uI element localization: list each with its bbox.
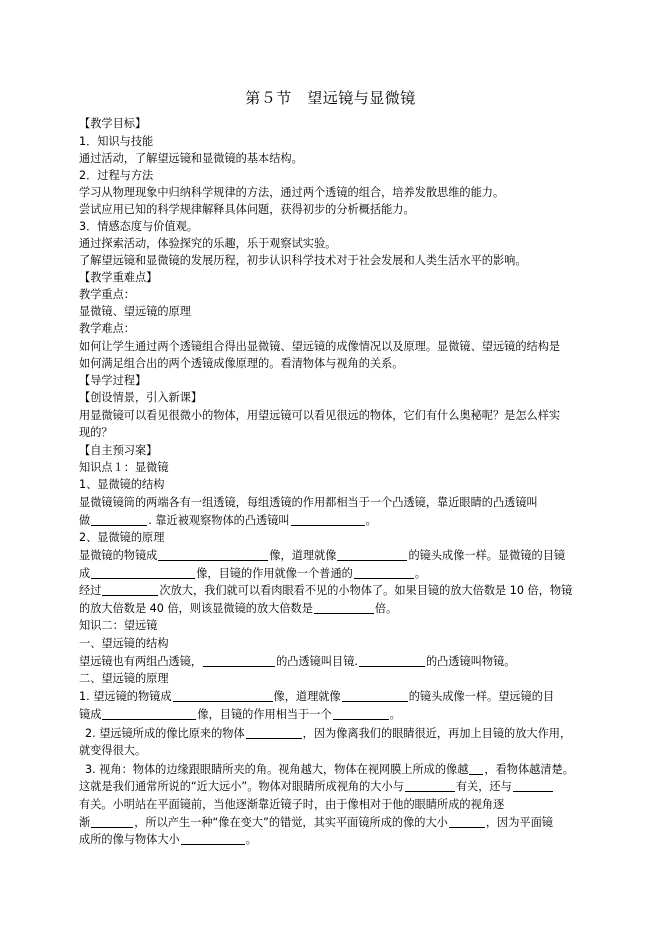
text-segment: 像，目镜的作用就像一个普通的 [196, 567, 353, 580]
fill-in-line [85, 726, 571, 742]
text-segment: 2. 望远镜所成的像比原来的物体 [85, 727, 245, 740]
fill-in-line [79, 832, 257, 848]
answer-blank[interactable] [102, 583, 158, 596]
text-segment: 的镜头成像一样。望远镜的目 [408, 690, 555, 703]
text-segment: 。 [365, 514, 377, 527]
text-segment: 这就是我们通常所说的“近大远小”。物体对眼睛所成视角的大小与 [79, 780, 404, 793]
text-line: 就变得很大。 [79, 744, 147, 757]
text-line: 1、显微镜的结构 [79, 478, 165, 491]
section-heading: 【教学目标】 [79, 117, 147, 130]
text-line: 用显微镜可以看见很微小的物体，用望远镜可以看见很远的物体，它们有什么奥秘呢？是怎么样实 [79, 409, 561, 422]
text-segment: 做 [79, 514, 91, 527]
answer-blank[interactable] [203, 654, 275, 667]
text-line: 学习从物理现象中归纳科学规律的方法，通过两个透镜的组合，培养发散思维的能力。 [79, 186, 505, 199]
text-segment: 像，道理就像 [273, 690, 341, 703]
text-line: 了解望远镜和显微镜的发展历程，初步认识科学技术对于社会发展和人类生活水平的影响。 [79, 254, 527, 267]
text-line: 2、显微镜的原理 [79, 531, 165, 544]
text-line: 通过活动，了解望远镜和显微镜的基本结构。 [79, 152, 303, 165]
fill-in-line [79, 583, 572, 599]
text-line: 有关。小明站在平面镜前，当他逐渐靠近镜子时，由于像相对于他的眼睛所成的视角逐 [79, 798, 505, 811]
fill-in-line [79, 707, 401, 723]
answer-blank[interactable] [354, 566, 414, 579]
text-segment: 。 [414, 567, 427, 580]
answer-blank[interactable] [181, 832, 245, 845]
answer-blank[interactable] [513, 779, 553, 792]
text-line: 1．知识与技能 [79, 135, 154, 148]
answer-blank[interactable] [359, 654, 425, 667]
answer-blank[interactable] [158, 548, 268, 561]
text-line: 如何让学生通过两个透镜组合得出显微镜、望远镜的成像情况以及原理。显微镜、望远镜的结构是 [79, 340, 561, 353]
text-line: 二、望远镜的原理 [79, 672, 169, 685]
fill-in-line [79, 654, 515, 670]
answer-blank[interactable] [342, 689, 408, 702]
answer-blank[interactable] [337, 548, 407, 561]
answer-blank[interactable] [173, 689, 273, 702]
text-segment: 有关，还与 [455, 780, 512, 793]
text-segment: 经过 [79, 584, 102, 597]
text-line: 知识二：望远镜 [79, 619, 158, 632]
text-segment: 的凸透镜叫目镜. [276, 655, 358, 668]
text-line: 通过探索活动，体验探究的乐趣，乐于观察试实验。 [79, 237, 337, 250]
answer-blank[interactable] [91, 566, 195, 579]
section-heading: 【教学重难点】 [79, 271, 158, 284]
text-line: 如何满足组合出的两个透镜成像原理的。看清物体与视角的关系。 [79, 357, 404, 370]
answer-blank[interactable] [314, 601, 374, 614]
text-segment: 渐 [79, 816, 91, 829]
text-segment: 成 [79, 567, 91, 580]
answer-blank[interactable] [91, 513, 147, 526]
text-segment: 1. 望远镜的物镜成 [79, 690, 172, 703]
text-segment: 倍。 [374, 602, 398, 615]
text-line: 3．情感态度与价值观。 [79, 220, 198, 233]
text-line: 教学难点： [79, 322, 135, 335]
text-segment: 。 [245, 833, 257, 846]
page-title: 第５节 望远镜与显微镜 [245, 89, 416, 107]
answer-blank[interactable] [333, 707, 389, 720]
fill-in-line [79, 689, 554, 705]
text-segment: ，因为像离我们的眼睛很近，再加上目镜的放大作用， [302, 727, 572, 740]
text-segment: 次放大，我们就可以看肉眼看不见的小物体了。如果目镜的放大倍数是 10 倍，物镜 [159, 584, 573, 597]
text-segment: 望远镜也有两组凸透镜， [79, 655, 203, 668]
text-line: 尝试应用已知的科学规律解释具体问题，获得初步的分析概括能力。 [79, 203, 415, 216]
answer-blank[interactable] [246, 726, 302, 739]
text-segment: ，看物体越清楚。 [484, 763, 574, 776]
text-line: 一、望远镜的结构 [79, 637, 169, 650]
text-line: 显微镜、望远镜的原理 [79, 305, 191, 318]
text-segment: 显微镜的物镜成 [79, 549, 158, 562]
text-segment: ，因为平面镜 [485, 816, 553, 829]
text-segment: . 靠近被观察物体的凸透镜叫 [148, 514, 290, 527]
text-line: 知识点１：显微镜 [79, 461, 169, 474]
text-line: 教学重点： [79, 288, 135, 301]
text-line: 现的？ [79, 426, 113, 439]
text-segment: 的凸透镜叫物镜。 [425, 655, 516, 668]
answer-blank[interactable] [91, 815, 133, 828]
section-heading: 【创设情景，引入新课】 [79, 391, 203, 404]
text-segment: 成所的像与物体大小 [79, 833, 180, 846]
answer-blank[interactable] [469, 762, 483, 775]
text-segment: 3. 视角：物体的边缘跟眼睛所夹的角。视角越大，物体在视网膜上所成的像越 [85, 763, 469, 776]
fill-in-line [79, 601, 397, 617]
text-line: 显微镜镜筒的两端各有一组透镜，每组透镜的作用都相当于一个凸透镜，靠近眼睛的凸透镜叫 [79, 496, 538, 509]
section-heading: 【自主预习案】 [79, 444, 158, 457]
answer-blank[interactable] [102, 707, 196, 720]
fill-in-line [79, 513, 377, 529]
fill-in-line [79, 548, 565, 564]
text-segment: 像，目镜的作用相当于一个 [197, 708, 332, 721]
fill-in-line [85, 762, 574, 778]
answer-blank[interactable] [405, 779, 455, 792]
text-segment: 的放大倍数是 40 倍，则该显微镜的放大倍数是 [79, 602, 313, 615]
answer-blank[interactable] [449, 815, 485, 828]
text-segment: 的镜头成像一样。显微镜的目镜 [408, 549, 566, 562]
text-line: 2．过程与方法 [79, 169, 154, 182]
section-heading: 【导学过程】 [79, 374, 147, 387]
text-segment: ，所以产生一种“像在变大”的错觉，其实平面镜所成的像的大小 [134, 816, 448, 829]
text-segment: 。 [389, 708, 401, 721]
text-segment: 像，道理就像 [269, 549, 337, 562]
text-segment: 镜成 [79, 708, 102, 721]
fill-in-line [79, 566, 426, 582]
fill-in-line [79, 815, 553, 831]
answer-blank[interactable] [291, 513, 365, 526]
fill-in-line [79, 779, 554, 795]
